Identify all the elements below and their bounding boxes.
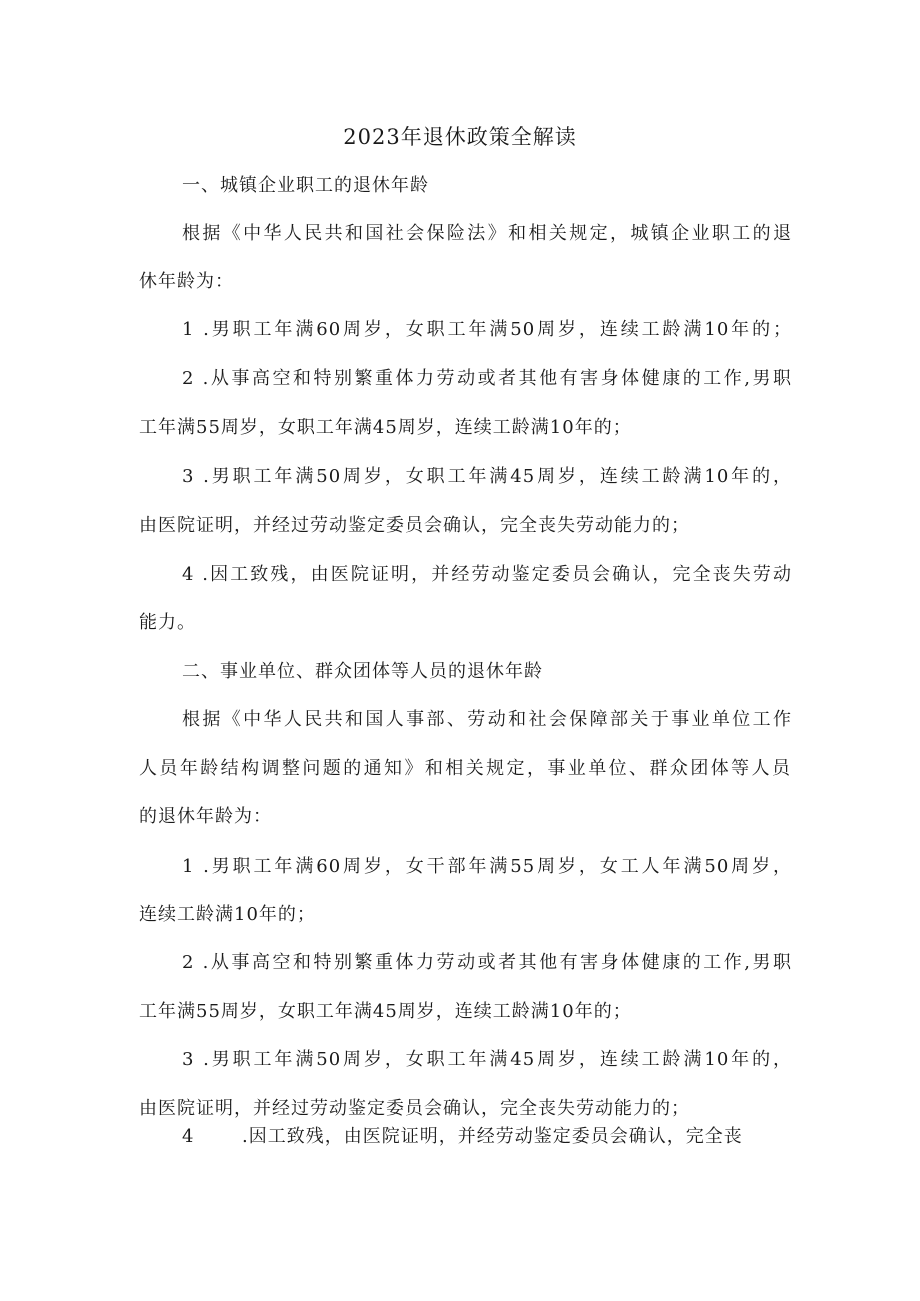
paragraph-line: 人员年龄结构调整问题的通知》和相关规定，事业单位、群众团体等人员	[139, 758, 791, 779]
list-item-continuation: 能力。	[139, 612, 196, 633]
document-title: 2023年退休政策全解读	[343, 125, 577, 149]
list-item-number: 4	[182, 1126, 195, 1147]
list-item-continuation: 连续工龄满10年的；	[139, 904, 316, 925]
paragraph-line: 根据《中华人民共和国社会保险法》和相关规定，城镇企业职工的退	[182, 223, 792, 244]
list-item-continuation: 工年满55周岁，女职工年满45周岁，连续工龄满10年的；	[139, 1001, 632, 1022]
list-item: 3 .男职工年满50周岁，女职工年满45周岁，连续工龄满10年的，	[182, 1049, 792, 1070]
list-item: 2 .从事高空和特别繁重体力劳动或者其他有害身体健康的工作,男职	[182, 368, 792, 389]
section-heading: 二、事业单位、群众团体等人员的退休年龄	[182, 661, 543, 682]
list-item-continuation: 工年满55周岁，女职工年满45周岁，连续工龄满10年的；	[139, 417, 632, 438]
paragraph-line: 休年龄为：	[139, 271, 234, 292]
list-item: 1 .男职工年满60周岁，女职工年满50周岁，连续工龄满10年的；	[182, 319, 792, 340]
paragraph-line: 根据《中华人民共和国人事部、劳动和社会保障部关于事业单位工作	[182, 709, 792, 730]
list-item-text: .因工致残，由医院证明，并经劳动鉴定委员会确认，完全丧	[242, 1126, 743, 1147]
list-item: 2 .从事高空和特别繁重体力劳动或者其他有害身体健康的工作,男职	[182, 952, 792, 973]
list-item: 3 .男职工年满50周岁，女职工年满45周岁，连续工龄满10年的，	[182, 466, 792, 487]
list-item: 4 .因工致残，由医院证明，并经劳动鉴定委员会确认，完全丧失劳动	[182, 564, 792, 585]
list-item-continuation: 由医院证明，并经过劳动鉴定委员会确认，完全丧失劳动能力的；	[139, 515, 690, 536]
list-item: 1 .男职工年满60周岁，女干部年满55周岁，女工人年满50周岁，	[182, 856, 792, 877]
section-heading: 一、城镇企业职工的退休年龄	[182, 175, 429, 196]
paragraph-line: 的退休年龄为：	[139, 806, 272, 827]
list-item-continuation: 由医院证明，并经过劳动鉴定委员会确认，完全丧失劳动能力的；	[139, 1098, 690, 1119]
list-item	[182, 1123, 743, 1151]
